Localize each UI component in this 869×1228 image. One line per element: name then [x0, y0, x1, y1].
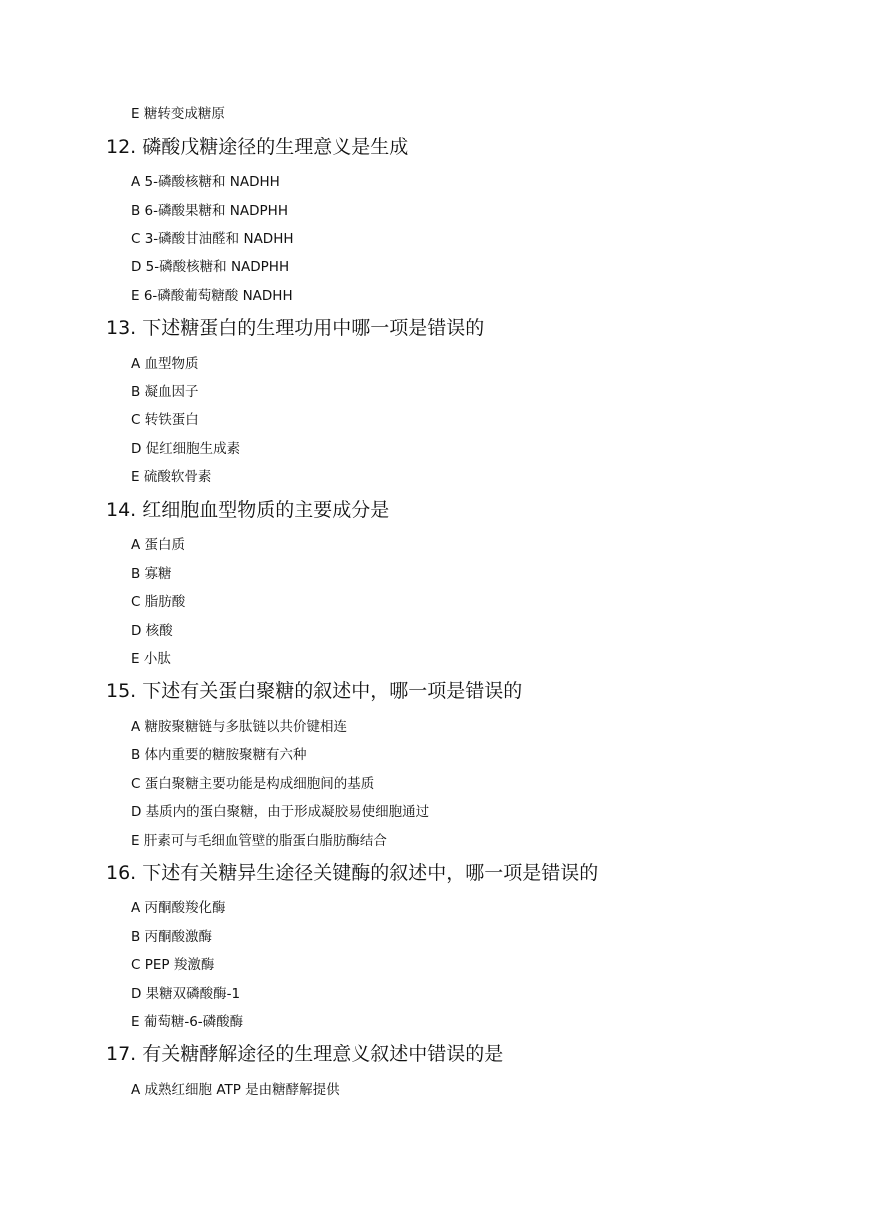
option-text: E 6-磷酸葡萄糖酸 NADHH — [131, 288, 293, 304]
option-text: C 3-磷酸甘油醛和 NADHH — [131, 231, 294, 247]
option-text: D 果糖双磷酸酶-1 — [131, 986, 241, 1002]
option-text: B 寡糖 — [131, 566, 172, 582]
option-text: B 体内重要的糖胺聚糖有六种 — [131, 747, 307, 763]
question-title: 16. 下述有关糖异生途径关键酶的叙述中，哪一项是错误的 — [106, 862, 599, 884]
option-text: A 丙酮酸羧化酶 — [131, 900, 226, 916]
question-title: 12. 磷酸戊糖途径的生理意义是生成 — [106, 136, 409, 158]
question-title: 13. 下述糖蛋白的生理功用中哪一项是错误的 — [106, 317, 485, 339]
option-text: C 蛋白聚糖主要功能是构成细胞间的基质 — [131, 776, 375, 792]
option-text: C 脂肪酸 — [131, 594, 186, 610]
option-text: A 蛋白质 — [131, 537, 186, 553]
option-text: E 小肽 — [131, 651, 171, 667]
option-text: B 凝血因子 — [131, 384, 199, 400]
question-title: 17. 有关糖酵解途径的生理意义叙述中错误的是 — [106, 1043, 504, 1065]
option-text: D 促红细胞生成素 — [131, 441, 241, 457]
question-title: 14. 红细胞血型物质的主要成分是 — [106, 499, 390, 521]
option-text: D 核酸 — [131, 623, 173, 639]
option-text: D 基质内的蛋白聚糖，由于形成凝胶易使细胞通过 — [131, 804, 430, 820]
option-text: C 转铁蛋白 — [131, 412, 199, 428]
option-text: A 5-磷酸核糖和 NADHH — [131, 174, 280, 190]
question-title: 15. 下述有关蛋白聚糖的叙述中，哪一项是错误的 — [106, 680, 523, 702]
option-text: A 糖胺聚糖链与多肽链以共价键相连 — [131, 719, 348, 735]
option-text: A 成熟红细胞 ATP 是由糖酵解提供 — [131, 1082, 340, 1098]
option-text: E 糖转变成糖原 — [131, 106, 225, 122]
option-text: E 硫酸软骨素 — [131, 469, 212, 485]
option-text: B 6-磷酸果糖和 NADPHH — [131, 203, 288, 219]
option-text: A 血型物质 — [131, 356, 199, 372]
option-text: C PEP 羧激酶 — [131, 957, 215, 973]
option-text: D 5-磷酸核糖和 NADPHH — [131, 259, 290, 275]
option-text: E 肝素可与毛细血管壁的脂蛋白脂肪酶结合 — [131, 833, 387, 849]
option-text: E 葡萄糖-6-磷酸酶 — [131, 1014, 244, 1030]
option-text: B 丙酮酸激酶 — [131, 929, 213, 945]
